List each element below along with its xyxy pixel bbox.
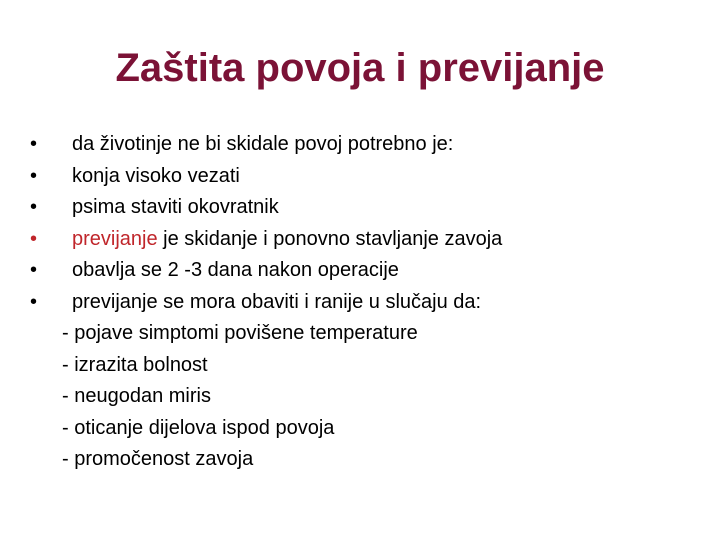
condition-item: - izrazita bolnost [62,353,208,376]
bullet-item-highlighted [30,224,502,256]
bullet-text: obavlja se 2 -3 dana nakon operacije [72,259,399,282]
bullet-item [30,255,502,287]
bullet-item [30,129,502,161]
bullet-text: previjanje se mora obaviti i ranije u slučaju da: [72,290,482,313]
bullet-text: da životinje ne bi skidale povoj potrebno je: [72,133,454,155]
condition-item: - promočenost zavoja [62,448,254,471]
bullet-item [30,161,502,193]
bullet-marker: • [30,259,38,282]
bullet-marker: • [30,133,38,155]
bullet-text: je skidanje i ponovno stavljanje zavoja [157,227,503,250]
condition-item: - pojave simptomi povišene temperature [62,322,418,344]
bullet-marker: • [30,196,38,219]
bullet-text: konja visoko vezati [72,164,240,187]
bullet-marker: • [30,164,38,187]
highlighted-term: previjanje [72,227,158,250]
bullet-list [30,129,502,319]
bullet-text: psima staviti okovratnik [72,196,279,219]
condition-list [62,318,418,476]
bullet-marker: • [30,290,38,313]
bullet-item [30,192,502,224]
slide-title: Zaštita povoja i previjanje [115,46,605,90]
bullet-item [30,287,502,319]
condition-item: - oticanje dijelova ispod povoja [62,416,335,439]
bullet-marker: • [30,227,38,250]
condition-item: - neugodan miris [62,385,211,408]
